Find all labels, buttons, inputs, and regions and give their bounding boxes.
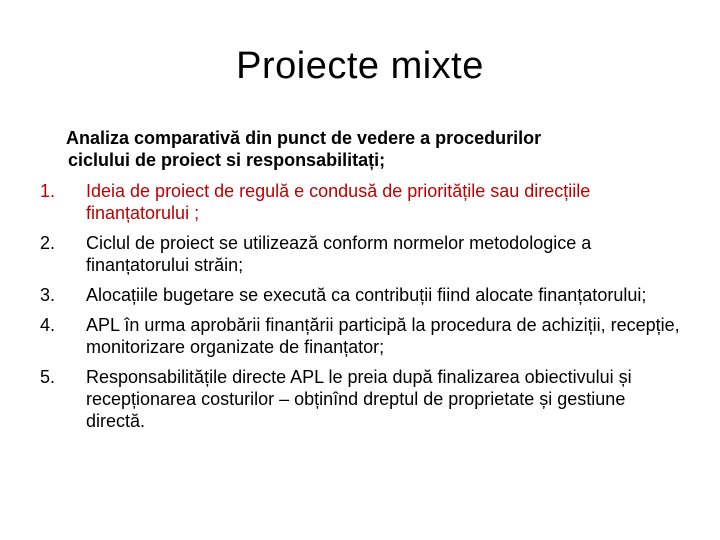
list-item-text: Responsabilitățile directe APL le preia după finalizarea obiectivului și recepționarea costurilor – obținînd dreptul de proprietate și gestiune directă. <box>86 367 632 431</box>
list-item-text: APL în urma aprobării finanțării participă la procedura de achiziții, recepție, monitorizare organizate de finanțator; <box>86 315 680 357</box>
list-item <box>0 284 686 306</box>
list-item-number: 5. <box>40 367 56 387</box>
list-item-number: 4. <box>40 315 56 335</box>
list-item <box>0 180 686 224</box>
intro-line-1: Analiza comparativă din punct de vedere a procedurilor <box>66 128 542 148</box>
list-item-number: 2. <box>40 233 56 253</box>
numbered-list <box>0 180 720 440</box>
list-item <box>0 366 686 432</box>
intro-line-2: ciclului de proiect si responsabilitați; <box>68 150 386 170</box>
list-item-number: 3. <box>40 285 56 305</box>
list-item-text: Alocațiile bugetare se execută ca contribuții fiind alocate finanțatorului; <box>86 285 647 305</box>
list-item <box>0 232 686 276</box>
slide-title: Proiecte mixte <box>236 45 484 87</box>
list-item <box>0 314 686 358</box>
list-item-number: 1. <box>40 181 56 201</box>
list-item-text: Ideia de proiect de regulă e condusă de prioritățile sau direcțiile finanțatorului ; <box>86 181 591 223</box>
list-item-text: Ciclul de proiect se utilizează conform normelor metodologice a finanțatorului străin; <box>86 233 592 275</box>
intro-text <box>66 127 666 171</box>
